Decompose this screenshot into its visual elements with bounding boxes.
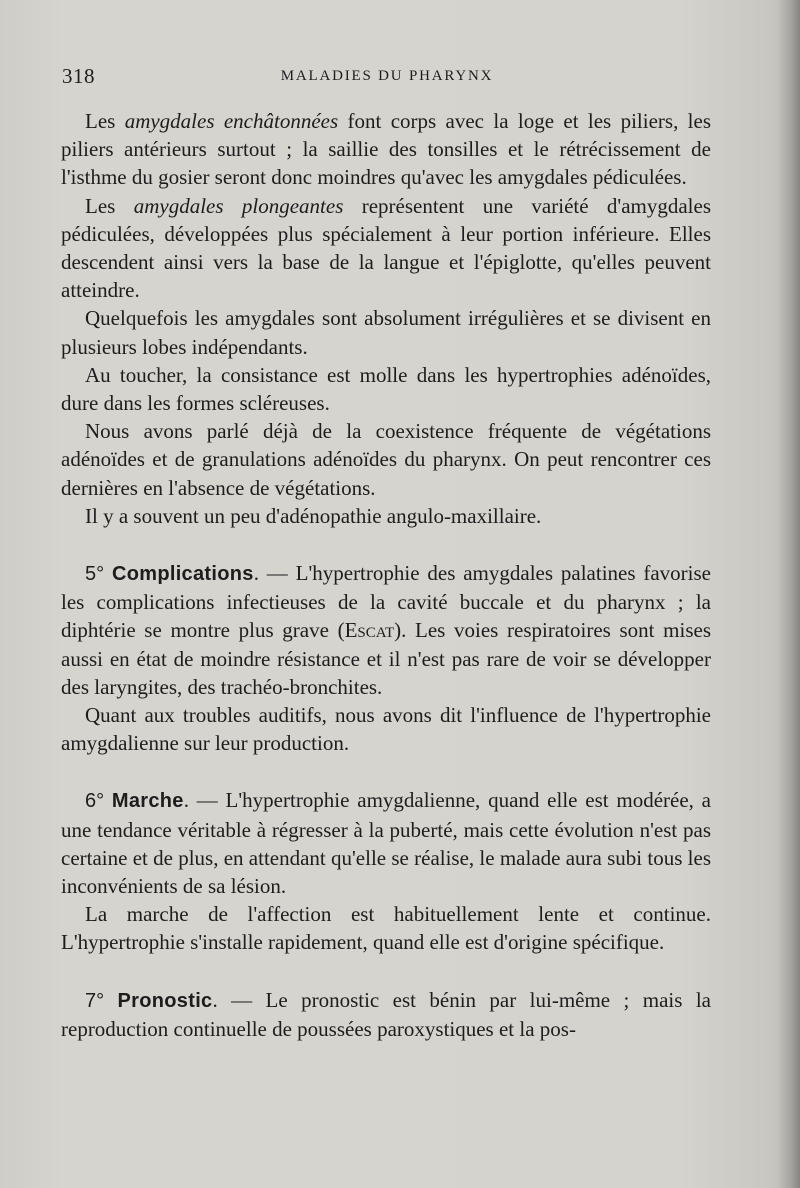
- paragraph-toucher: Au toucher, la consistance est molle dans les hypertrophies adénoïdes, dure dans les formes scléreuses.: [61, 362, 711, 416]
- paragraph-troubles-auditifs: Quant aux troubles auditifs, nous avons dit l'influence de l'hypertrophie amygdalienne sur leur production.: [61, 703, 711, 756]
- section-marche: 6° Marche. — L'hypertrophie amygdalienne, quand elle est modérée, a une tendance véritable à régresser à la puberté, mais cette évolution n'est pas certaine et de plus, en attendant qu'elle se réalise, le malade aura subi tous les inconvénients de sa lésion.: [61, 788, 712, 899]
- term-amygdales-plongeantes: amygdales plongeantes: [133, 193, 344, 218]
- section-title-complications: Complications: [111, 563, 254, 586]
- section-title-marche: Marche: [111, 790, 184, 813]
- section-number: 5°: [85, 563, 105, 586]
- paragraph-amygdales-enchatonnees: Les amygdales enchâtonnées font corps avec la loge et les piliers, les piliers antérieurs surtout ; la saillie des tonsilles et le rétrécissement de l'isthme du gosier seront donc moindres qu'avec les amygdales pédiculées.: [61, 109, 712, 190]
- author-name: Escat: [344, 618, 395, 643]
- term-amygdales-enchatonnees: amygdales enchâtonnées: [124, 109, 339, 133]
- paragraph-marche-affection: La marche de l'affection est habituellement lente et continue. L'hypertrophie s'installe rapidement, quand elle est d'origine spécifique.: [61, 902, 711, 955]
- paragraph-adenopathie: Il y a souvent un peu d'adénopathie angulo-maxillaire.: [85, 503, 542, 528]
- section-complications: 5° Complications. — L'hypertrophie des amygdales palatines favorise les complications infectieuses de la cavité buccale et du pharynx ; la diphtérie se montre plus grave (Escat). Les voies respiratoires sont mises aussi en état de moindre résistance et il n'est pas rare de voir se développer des laryngites, des trachéo-bronchites.: [61, 561, 712, 699]
- page-body: [61, 107, 711, 1043]
- section-number: 6°: [85, 790, 105, 813]
- paragraph-coexistence: Nous avons parlé déjà de la coexistence fréquente de végétations adénoïdes et de granulations adénoïdes du pharynx. On peut rencontrer ces dernières en l'absence de végétations.: [61, 419, 711, 500]
- running-head: MALADIES DU PHARYNX: [280, 68, 494, 84]
- page-spine-shadow: [778, 0, 800, 1188]
- page-number: 318: [62, 64, 95, 88]
- section-title-pronostic: Pronostic: [117, 989, 213, 1012]
- section-number: 7°: [85, 989, 105, 1012]
- paragraph-amygdales-plongeantes: Les amygdales plongeantes représentent une variété d'amygdales pédiculées, développées plus spécialement à leur portion inférieure. Elles descendent ainsi vers la base de la langue et l'épiglotte, qu'elles peuvent atteindre.: [61, 193, 711, 303]
- page-header: [62, 64, 712, 94]
- section-pronostic: 7° Pronostic. — Le pronostic est bénin par lui-même ; mais la reproduction continuelle de poussées paroxystiques et la pos-: [61, 987, 711, 1041]
- paragraph-amygdales-irregulieres: Quelquefois les amygdales sont absolument irrégulières et se divisent en plusieurs lobes indépendants.: [61, 306, 711, 359]
